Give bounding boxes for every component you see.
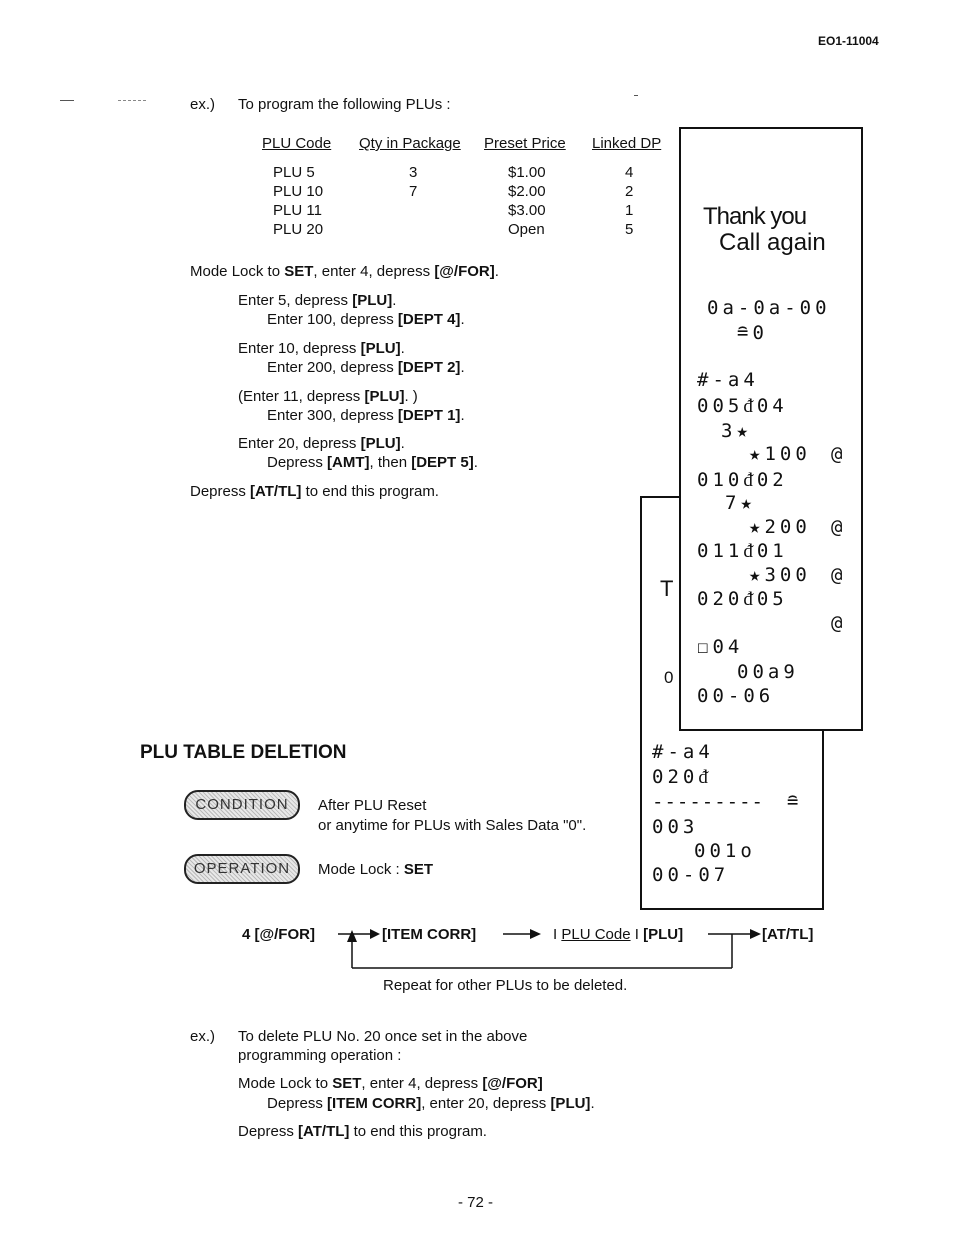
condition-badge: CONDITION — [184, 790, 300, 820]
step-line: Depress [AT/TL] to end this program. — [238, 1123, 487, 1140]
operation-badge: OPERATION — [184, 854, 300, 884]
programming-receipt — [679, 127, 863, 731]
cell-price: $3.00 — [508, 202, 546, 219]
receipt-logo-line: Call again — [719, 229, 826, 256]
receipt-line: 3★ — [721, 420, 752, 442]
cell-price: $2.00 — [508, 183, 546, 200]
receipt-at-mark: @ — [831, 612, 847, 634]
table-header-qty: Qty in Package — [359, 135, 461, 152]
step-line: Mode Lock to SET, enter 4, depress [@/FOR] — [238, 1075, 543, 1092]
example-intro: To delete PLU No. 20 once set in the above — [238, 1028, 528, 1045]
receipt-line: 001o — [694, 840, 756, 862]
step-line: Enter 20, depress [PLU]. — [238, 435, 405, 452]
receipt-line: 0a-0a-00 — [707, 297, 831, 319]
margin-mark — [60, 100, 74, 101]
flow-repeat-note: Repeat for other PLUs to be deleted. — [383, 977, 628, 994]
cell-price: $1.00 — [508, 164, 546, 181]
receipt-line: ≘0 — [737, 322, 768, 344]
receipt-line: ★100 — [749, 443, 811, 465]
step-mode-lock: Mode Lock to SET, enter 4, depress [@/FOR]. — [190, 263, 499, 280]
receipt-line: 010ᵭ02 — [697, 469, 788, 491]
step-line: Enter 200, depress [DEPT 2]. — [267, 359, 465, 376]
receipt-line: ≘ — [787, 791, 799, 813]
page-number: - 72 - — [458, 1194, 494, 1211]
flow-step-attl: [AT/TL] — [762, 926, 814, 943]
cell-price: Open — [508, 221, 545, 238]
flow-step-for: 4 [@/FOR] — [242, 926, 315, 943]
receipt-at-mark: @ — [831, 516, 847, 538]
cell-plu: PLU 5 — [273, 164, 315, 181]
cell-qty: 3 — [409, 164, 418, 181]
receipt-line: 011ᵭ01 — [697, 540, 788, 562]
margin-mark — [118, 100, 146, 101]
receipt-at-mark: @ — [831, 443, 847, 465]
receipt-line: 00-06 — [697, 685, 775, 707]
receipt-line: 00a9 — [737, 661, 799, 683]
section-title: PLU TABLE DELETION — [140, 742, 347, 763]
step-end: Depress [AT/TL] to end this program. — [190, 483, 439, 500]
example-label: ex.) — [190, 96, 216, 113]
receipt-line: 00-07 — [652, 864, 730, 886]
step-line: Enter 10, depress [PLU]. — [238, 340, 405, 357]
receipt-line: 003 — [652, 816, 699, 838]
flow-arrows — [330, 918, 770, 972]
receipt-line: ☐04 — [697, 636, 744, 658]
receipt-line: #-a4 — [652, 741, 714, 763]
document-id: EO1-11004 — [818, 34, 879, 48]
cell-qty: 7 — [409, 183, 418, 200]
receipt-line: ★300 — [749, 564, 811, 586]
step-line: Depress [ITEM CORR], enter 20, depress [PLU]. — [267, 1095, 595, 1112]
cell-dp: 4 — [625, 164, 634, 181]
operation-text: Mode Lock : SET — [318, 861, 434, 878]
step-line: Enter 5, depress [PLU]. — [238, 292, 397, 309]
cell-plu: PLU 10 — [273, 183, 324, 200]
step-line: Depress [AMT], then [DEPT 5]. — [267, 454, 478, 471]
step-line: (Enter 11, depress [PLU]. ) — [238, 388, 418, 405]
receipt-line: 020ᵭ — [652, 766, 712, 788]
step-line: Enter 100, depress [DEPT 4]. — [267, 311, 465, 328]
example-intro: programming operation : — [238, 1047, 402, 1064]
cell-dp: 2 — [625, 183, 634, 200]
example-intro: To program the following PLUs : — [238, 96, 451, 113]
flow-step-plu-code: I PLU Code I [PLU] — [553, 926, 684, 943]
cell-dp: 5 — [625, 221, 634, 238]
cell-dp: 1 — [625, 202, 634, 219]
flow-step-item-corr: [ITEM CORR] — [382, 926, 477, 943]
receipt-line: 005ᵭ04 — [697, 395, 788, 417]
table-header-price: Preset Price — [484, 135, 566, 152]
table-header-plu-code: PLU Code — [262, 135, 332, 152]
margin-mark — [634, 95, 638, 96]
receipt-line: 020ᵭ05 — [697, 588, 788, 610]
receipt-line: --------- — [652, 791, 764, 813]
receipt-logo-line: Thank you — [703, 203, 807, 230]
receipt-line: 7★ — [725, 492, 756, 514]
receipt-side-char: T — [660, 576, 674, 601]
receipt-side-char: 0 — [664, 668, 674, 687]
cell-plu: PLU 20 — [273, 221, 324, 238]
receipt-line: #-a4 — [697, 369, 759, 391]
receipt-line: ★200 — [749, 516, 811, 538]
receipt-at-mark: @ — [831, 564, 847, 586]
condition-text: After PLU Reset — [318, 797, 427, 814]
cell-plu: PLU 11 — [273, 202, 322, 219]
table-header-linked-dp: Linked DP — [592, 135, 662, 152]
example-label: ex.) — [190, 1028, 216, 1045]
step-line: Enter 300, depress [DEPT 1]. — [267, 407, 465, 424]
condition-text: or anytime for PLUs with Sales Data "0". — [318, 817, 587, 834]
